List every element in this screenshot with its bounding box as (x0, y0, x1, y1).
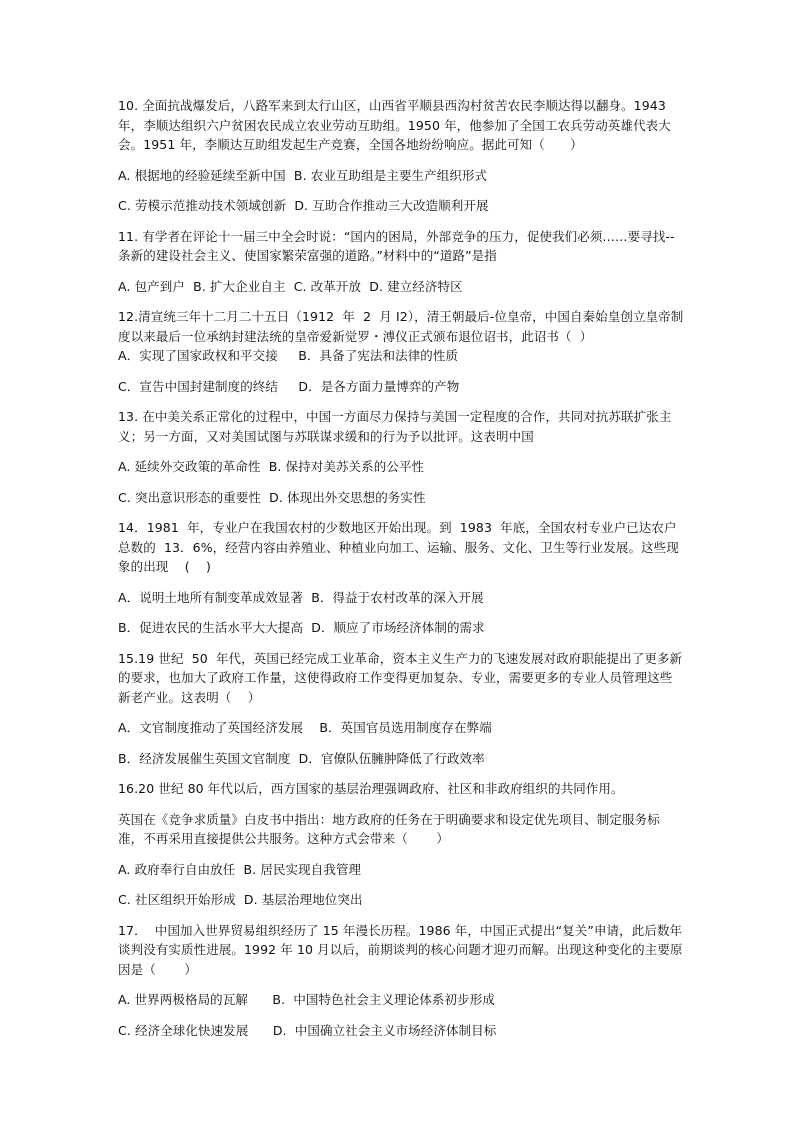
question-17-stem: 17． 中国加入世界贸易组织经历了 15 年漫长历程。1986 年，中国正式提出“复关”申请，此后数年谈判没有实质性进展。1992 年 10 月以后，前期谈判的核心问题才迎刃而解。出现这种变化的主要原因是（ ） (118, 922, 683, 977)
question-12-option-line-1: A．实现了国家政权和平交接 B．具备了宪法和法律的性质 (118, 348, 459, 363)
question-14-option-line-2: B．促进农民的生活水平大大提高 D．顺应了市场经济体制的需求 (118, 620, 485, 635)
question-11-stem: 11. 有学者在评论十一届三中全会时说：“国内的困局，外部竞争的压力，促使我们必须……要寻找--条新的建设社会主义、使国家繁荣富强的道路。”材料中的“道路”是指 (118, 228, 675, 263)
question-12-stem: 12.清宣统三年十二月二十五日（1912 年 2 月 I2），清王朝最后-位皇帝，中国自秦始皇创立皇帝制度以来最后一位承纳封建法统的皇帝爱新觉罗・溥仪正式颁布退位诏书，此诏书（ ） (118, 309, 684, 344)
question-17-option-line-1: A. 世界两极格局的瓦解 B. 中国特色社会主义理论体系初步形成 (118, 992, 495, 1007)
question-16-stem-continued: 英国在《竞争求质量》白皮书中指出：地方政府的任务在于明确要求和设定优先项目、制定服务标准，不再采用直接提供公共服务。这种方式会带来（ ） (118, 811, 660, 846)
question-13-option-line-2: C. 突出意识形态的重要性 D. 体现出外交思想的务实性 (118, 489, 426, 505)
question-10-stem: 10. 全面抗战爆发后，八路军来到太行山区，山西省平顺县西沟村贫苦农民李顺达得以翻身。1943 年，李顺达组织六户贫困农民成立农业劳动互助组。1950 年，他参加了全国工农兵劳动英雄代表大会。1951 年，李顺达互助组发起生产竞赛，全国各地纷纷响应。据此可知（ ） (118, 98, 671, 152)
question-13-stem: 13. 在中美关系正常化的过程中，中国一方面尽力保持与美国一定程度的合作，共同对抗苏联扩张主义；另一方面，又对美国试图与苏联谋求缓和的行为予以批评。这表明中国 (118, 409, 672, 444)
question-14-option-line-1: A．说明土地所有制变革成效显著 B．得益于农村改革的深入开展 (118, 589, 484, 605)
question-15-option-line-2: B．经济发展催生英国文官制度 D．官僚队伍臃肿降低了行政效率 (118, 750, 485, 766)
question-15-option-line-1: A．文官制度推动了英国经济发展 B．英国官员选用制度存在弊端 (118, 720, 492, 735)
question-11-options: A. 包产到户 B. 扩大企业自主 C. 改革开放 D. 建立经济特区 (118, 278, 463, 294)
question-16-option-line-1: A. 政府奉行自由放任 B. 居民实现自我管理 (118, 861, 362, 877)
question-10-option-line-1: A. 根据地的经验延续至新中国 B. 农业互助组是主要生产组织形式 (118, 167, 488, 183)
question-16-option-line-2: C. 社区组织开始形成 D. 基层治理地位突出 (118, 892, 363, 907)
question-15-stem: 15.19 世纪 50 年代，英国已经完成工业革命，资本主义生产力的飞速发展对政府职能提出了更多新的要求，也加大了政府工作量，这使得政府工作变得更加复杂、专业，需要更多的专业人员管理这些新老产业。这表明（ ） (118, 650, 683, 705)
question-10-option-line-2: C. 劳模示范推动技术领域创新 D. 互助合作推动三大改造顺利开展 (118, 198, 489, 213)
question-17-option-line-2: C. 经济全球化快速发展 D. 中国确立社会主义市场经济体制目标 (118, 1022, 497, 1038)
question-16-stem: 16.20 世纪 80 年代以后，西方国家的基层治理强调政府、社区和非政府组织的共同作用。 (118, 781, 624, 796)
question-12-option-line-2: C．宣告中国封建制度的终结 D．是各方面力量博弈的产物 (118, 378, 460, 394)
question-13-option-line-1: A. 延续外交政策的革命性 B. 保持对美苏关系的公平性 (118, 459, 425, 474)
question-14-stem: 14．1981 年，专业户在我国农村的少数地区开始出现。到 1983 年底，全国农村专业户已达农户总数的 13．6%，经营内容由养殖业、种植业向加工、运输、服务、文化、卫生等行业发展。这些现象的出现 ( ) (118, 520, 679, 574)
